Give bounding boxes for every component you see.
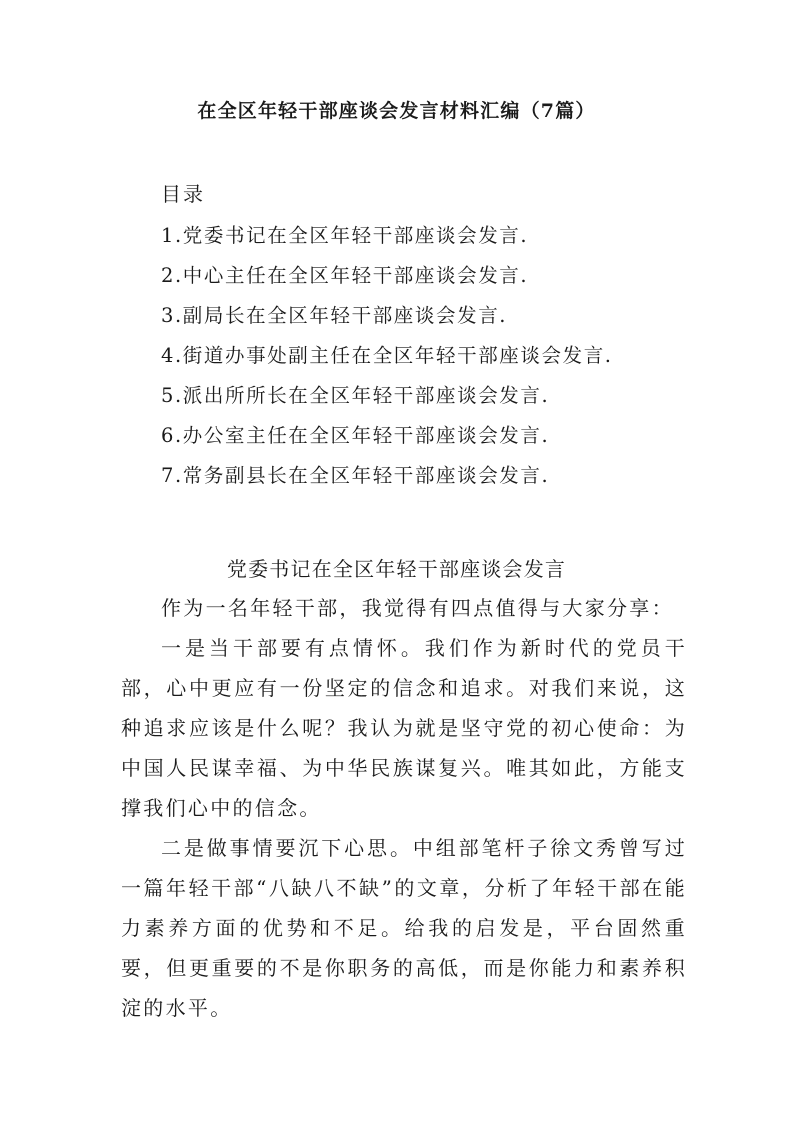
paragraph-point-two: 二是做事情要沉下心思。中组部笔杆子徐文秀曾写过一篇年轻干部“八缺八不缺”的文章，分析了年轻干部在能力素养方面的优势和不足。给我的启发是，平台固然重要，但更重要的不是你职务的高低，而是你能力和素养积淀的水平。 (121, 836, 687, 1020)
document-title: 在全区年轻干部座谈会发言材料汇编（7篇） (197, 100, 596, 122)
toc-item[interactable]: 6.办公室主任在全区年轻干部座谈会发言. (161, 424, 550, 447)
toc-item[interactable]: 2.中心主任在全区年轻干部座谈会发言. (161, 264, 529, 287)
toc-item[interactable]: 3.副局长在全区年轻干部座谈会发言. (161, 304, 508, 327)
toc-item[interactable]: 1.党委书记在全区年轻干部座谈会发言. (161, 224, 529, 247)
toc-item[interactable]: 7.常务副县长在全区年轻干部座谈会发言. (161, 464, 550, 487)
paragraph-intro: 作为一名年轻干部，我觉得有四点值得与大家分享： (161, 596, 674, 620)
paragraph-point-one: 一是当干部要有点情怀。我们作为新时代的党员干部，心中更应有一份坚定的信念和追求。对我们来说，这种追求应该是什么呢？我认为就是坚守党的初心使命：为中国人民谋幸福、为中华民族谋复兴。唯其如此，方能支撑我们心中的信念。 (121, 636, 687, 820)
toc-item[interactable]: 5.派出所所长在全区年轻干部座谈会发言. (161, 384, 550, 407)
toc-item[interactable]: 4.街道办事处副主任在全区年轻干部座谈会发言. (161, 344, 613, 367)
toc-heading: 目录 (161, 182, 205, 206)
section-body (121, 588, 687, 1028)
toc-list (161, 216, 613, 496)
section-title: 党委书记在全区年轻干部座谈会发言 (226, 557, 567, 581)
